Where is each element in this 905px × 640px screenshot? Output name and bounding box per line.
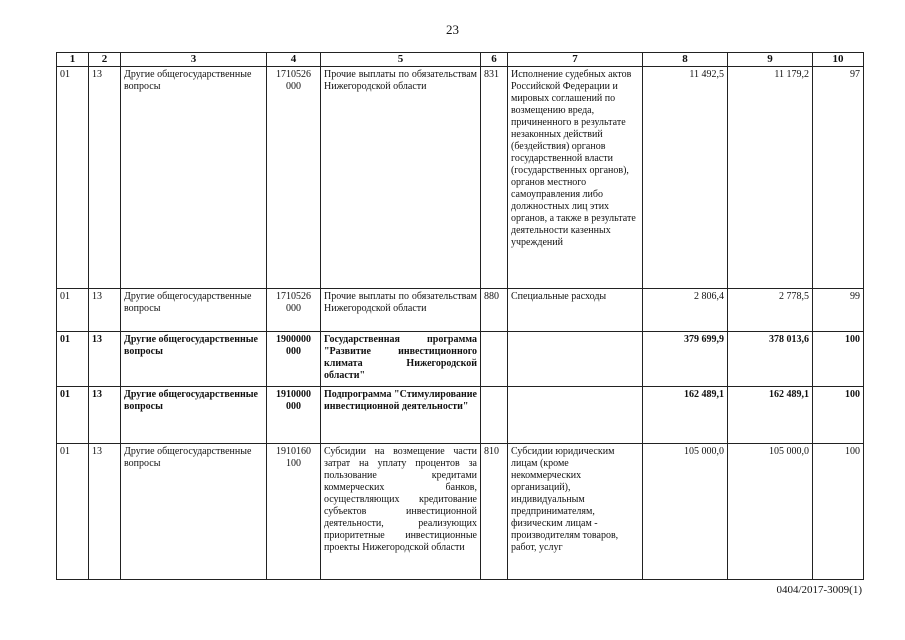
column-header: 3 (121, 53, 267, 67)
expense-type-code: 880 (481, 289, 508, 332)
column-header: 7 (508, 53, 643, 67)
section-code: 01 (57, 387, 89, 444)
target-article-name: Государственная программа "Развитие инвестиционного климата Нижегородской области" (321, 332, 481, 387)
execution-percent: 100 (813, 387, 864, 444)
section-name: Другие общегосударственные вопросы (121, 332, 267, 387)
budget-table (56, 52, 864, 580)
section-code: 01 (57, 289, 89, 332)
table-row (57, 387, 864, 444)
expense-type-code (481, 387, 508, 444)
expense-type-name: Специальные расходы (508, 289, 643, 332)
target-article-code: 1910000 000 (267, 387, 321, 444)
column-header: 8 (643, 53, 728, 67)
column-header: 6 (481, 53, 508, 67)
table-row (57, 444, 864, 580)
section-name: Другие общегосударственные вопросы (121, 289, 267, 332)
target-article-name: Подпрограмма "Стимулирование инвестиционной деятельности" (321, 387, 481, 444)
executed-amount: 378 013,6 (728, 332, 813, 387)
subsection-code: 13 (89, 332, 121, 387)
column-header: 2 (89, 53, 121, 67)
executed-amount: 2 778,5 (728, 289, 813, 332)
column-header: 9 (728, 53, 813, 67)
column-header: 4 (267, 53, 321, 67)
target-article-code: 1710526 000 (267, 289, 321, 332)
section-name: Другие общегосударственные вопросы (121, 387, 267, 444)
expense-type-name: Исполнение судебных актов Российской Федерации и мировых соглашений по возмещению вреда, причиненного в результате незаконных действий (бездействия) органов государственной власти (государственных органов), органов местного самоуправления либо должностных лиц этих органов, а также в результате деятельности казенных учреждений (508, 67, 643, 289)
target-article-name: Прочие выплаты по обязательствам Нижегородской области (321, 289, 481, 332)
target-article-code: 1710526 000 (267, 67, 321, 289)
approved-amount: 2 806,4 (643, 289, 728, 332)
target-article-name: Субсидии на возмещение части затрат на уплату процентов за пользование кредитами коммерческих банков, осуществляющих кредитование субъектов инвестиционной деятельности, реализующих приоритетные инвестиционные проекты Нижегородской области (321, 444, 481, 580)
execution-percent: 100 (813, 444, 864, 580)
approved-amount: 162 489,1 (643, 387, 728, 444)
table-row (57, 289, 864, 332)
executed-amount: 105 000,0 (728, 444, 813, 580)
expense-type-name (508, 332, 643, 387)
target-article-name: Прочие выплаты по обязательствам Нижегородской области (321, 67, 481, 289)
section-code: 01 (57, 332, 89, 387)
execution-percent: 97 (813, 67, 864, 289)
column-header: 1 (57, 53, 89, 67)
subsection-code: 13 (89, 289, 121, 332)
expense-type-name: Субсидии юридическим лицам (кроме некоммерческих организаций), индивидуальным предпринимателям, физическим лицам - производителям товаров, работ, услуг (508, 444, 643, 580)
section-code: 01 (57, 67, 89, 289)
expense-type-code: 810 (481, 444, 508, 580)
approved-amount: 11 492,5 (643, 67, 728, 289)
executed-amount: 162 489,1 (728, 387, 813, 444)
subsection-code: 13 (89, 67, 121, 289)
approved-amount: 105 000,0 (643, 444, 728, 580)
column-header: 10 (813, 53, 864, 67)
document-code: 0404/2017-3009(1) (776, 584, 862, 596)
subsection-code: 13 (89, 444, 121, 580)
section-name: Другие общегосударственные вопросы (121, 67, 267, 289)
subsection-code: 13 (89, 387, 121, 444)
section-code: 01 (57, 444, 89, 580)
executed-amount: 11 179,2 (728, 67, 813, 289)
target-article-code: 1910160 100 (267, 444, 321, 580)
execution-percent: 100 (813, 332, 864, 387)
expense-type-code: 831 (481, 67, 508, 289)
column-header: 5 (321, 53, 481, 67)
table-row (57, 67, 864, 289)
expense-type-code (481, 332, 508, 387)
approved-amount: 379 699,9 (643, 332, 728, 387)
target-article-code: 1900000 000 (267, 332, 321, 387)
expense-type-name (508, 387, 643, 444)
section-name: Другие общегосударственные вопросы (121, 444, 267, 580)
table-header-row (57, 53, 864, 67)
page-number: 23 (446, 22, 459, 37)
execution-percent: 99 (813, 289, 864, 332)
table-row (57, 332, 864, 387)
